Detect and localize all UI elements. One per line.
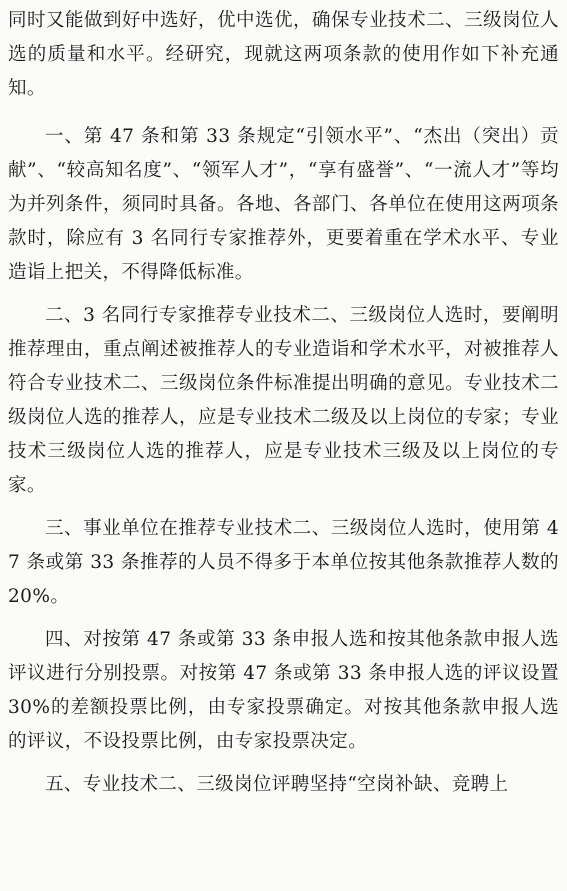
paragraph-intro-continuation: 同时又能做到好中选好，优中选优，确保专业技术二、三级岗位人选的质量和水平。经研究，现就这两项条款的使用作如下补充通知。 [8, 10, 559, 99]
paragraph-item-1: 一、第 47 条和第 33 条规定“引领水平”、“杰出（突出）贡献”、“较高知名度”、“领军人才”，“享有盛誉”、“一流人才”等均为并列条件，须同时具备。各地、各部门、各单位在使用这两项条款时，除应有 3 名同行专家推荐外，更要着重在学术水平、专业造诣上把关，不得降低标准。 [8, 126, 559, 283]
paragraph-item-5: 五、专业技术二、三级岗位评聘坚持“空岗补缺、竞聘上 [45, 774, 509, 795]
paragraph-item-2: 二、3 名同行专家推荐专业技术二、三级岗位人选时，要阐明推荐理由，重点阐述被推荐人的专业造诣和学术水平，对被推荐人符合专业技术二、三级岗位条件标准提出明确的意见。专业技术二级岗位人选的推荐人，应是专业技术二级及以上岗位的专家；专业技术三级岗位人选的推荐人，应是专业技术三级及以上岗位的专家。 [8, 305, 559, 496]
paragraph-item-4: 四、对按第 47 条或第 33 条申报人选和按其他条款申报人选评议进行分别投票。对按第 47 条或第 33 条申报人选的评议设置 30%的差额投票比例，由专家投票确定。对按其他条款申报人选的评议，不设投票比例，由专家投票决定。 [8, 629, 559, 752]
paragraph-item-3: 三、事业单位在推荐专业技术二、三级岗位人选时，使用第 47 条或第 33 条推荐的人员不得多于本单位按其他条款推荐人数的 20%。 [8, 518, 559, 607]
